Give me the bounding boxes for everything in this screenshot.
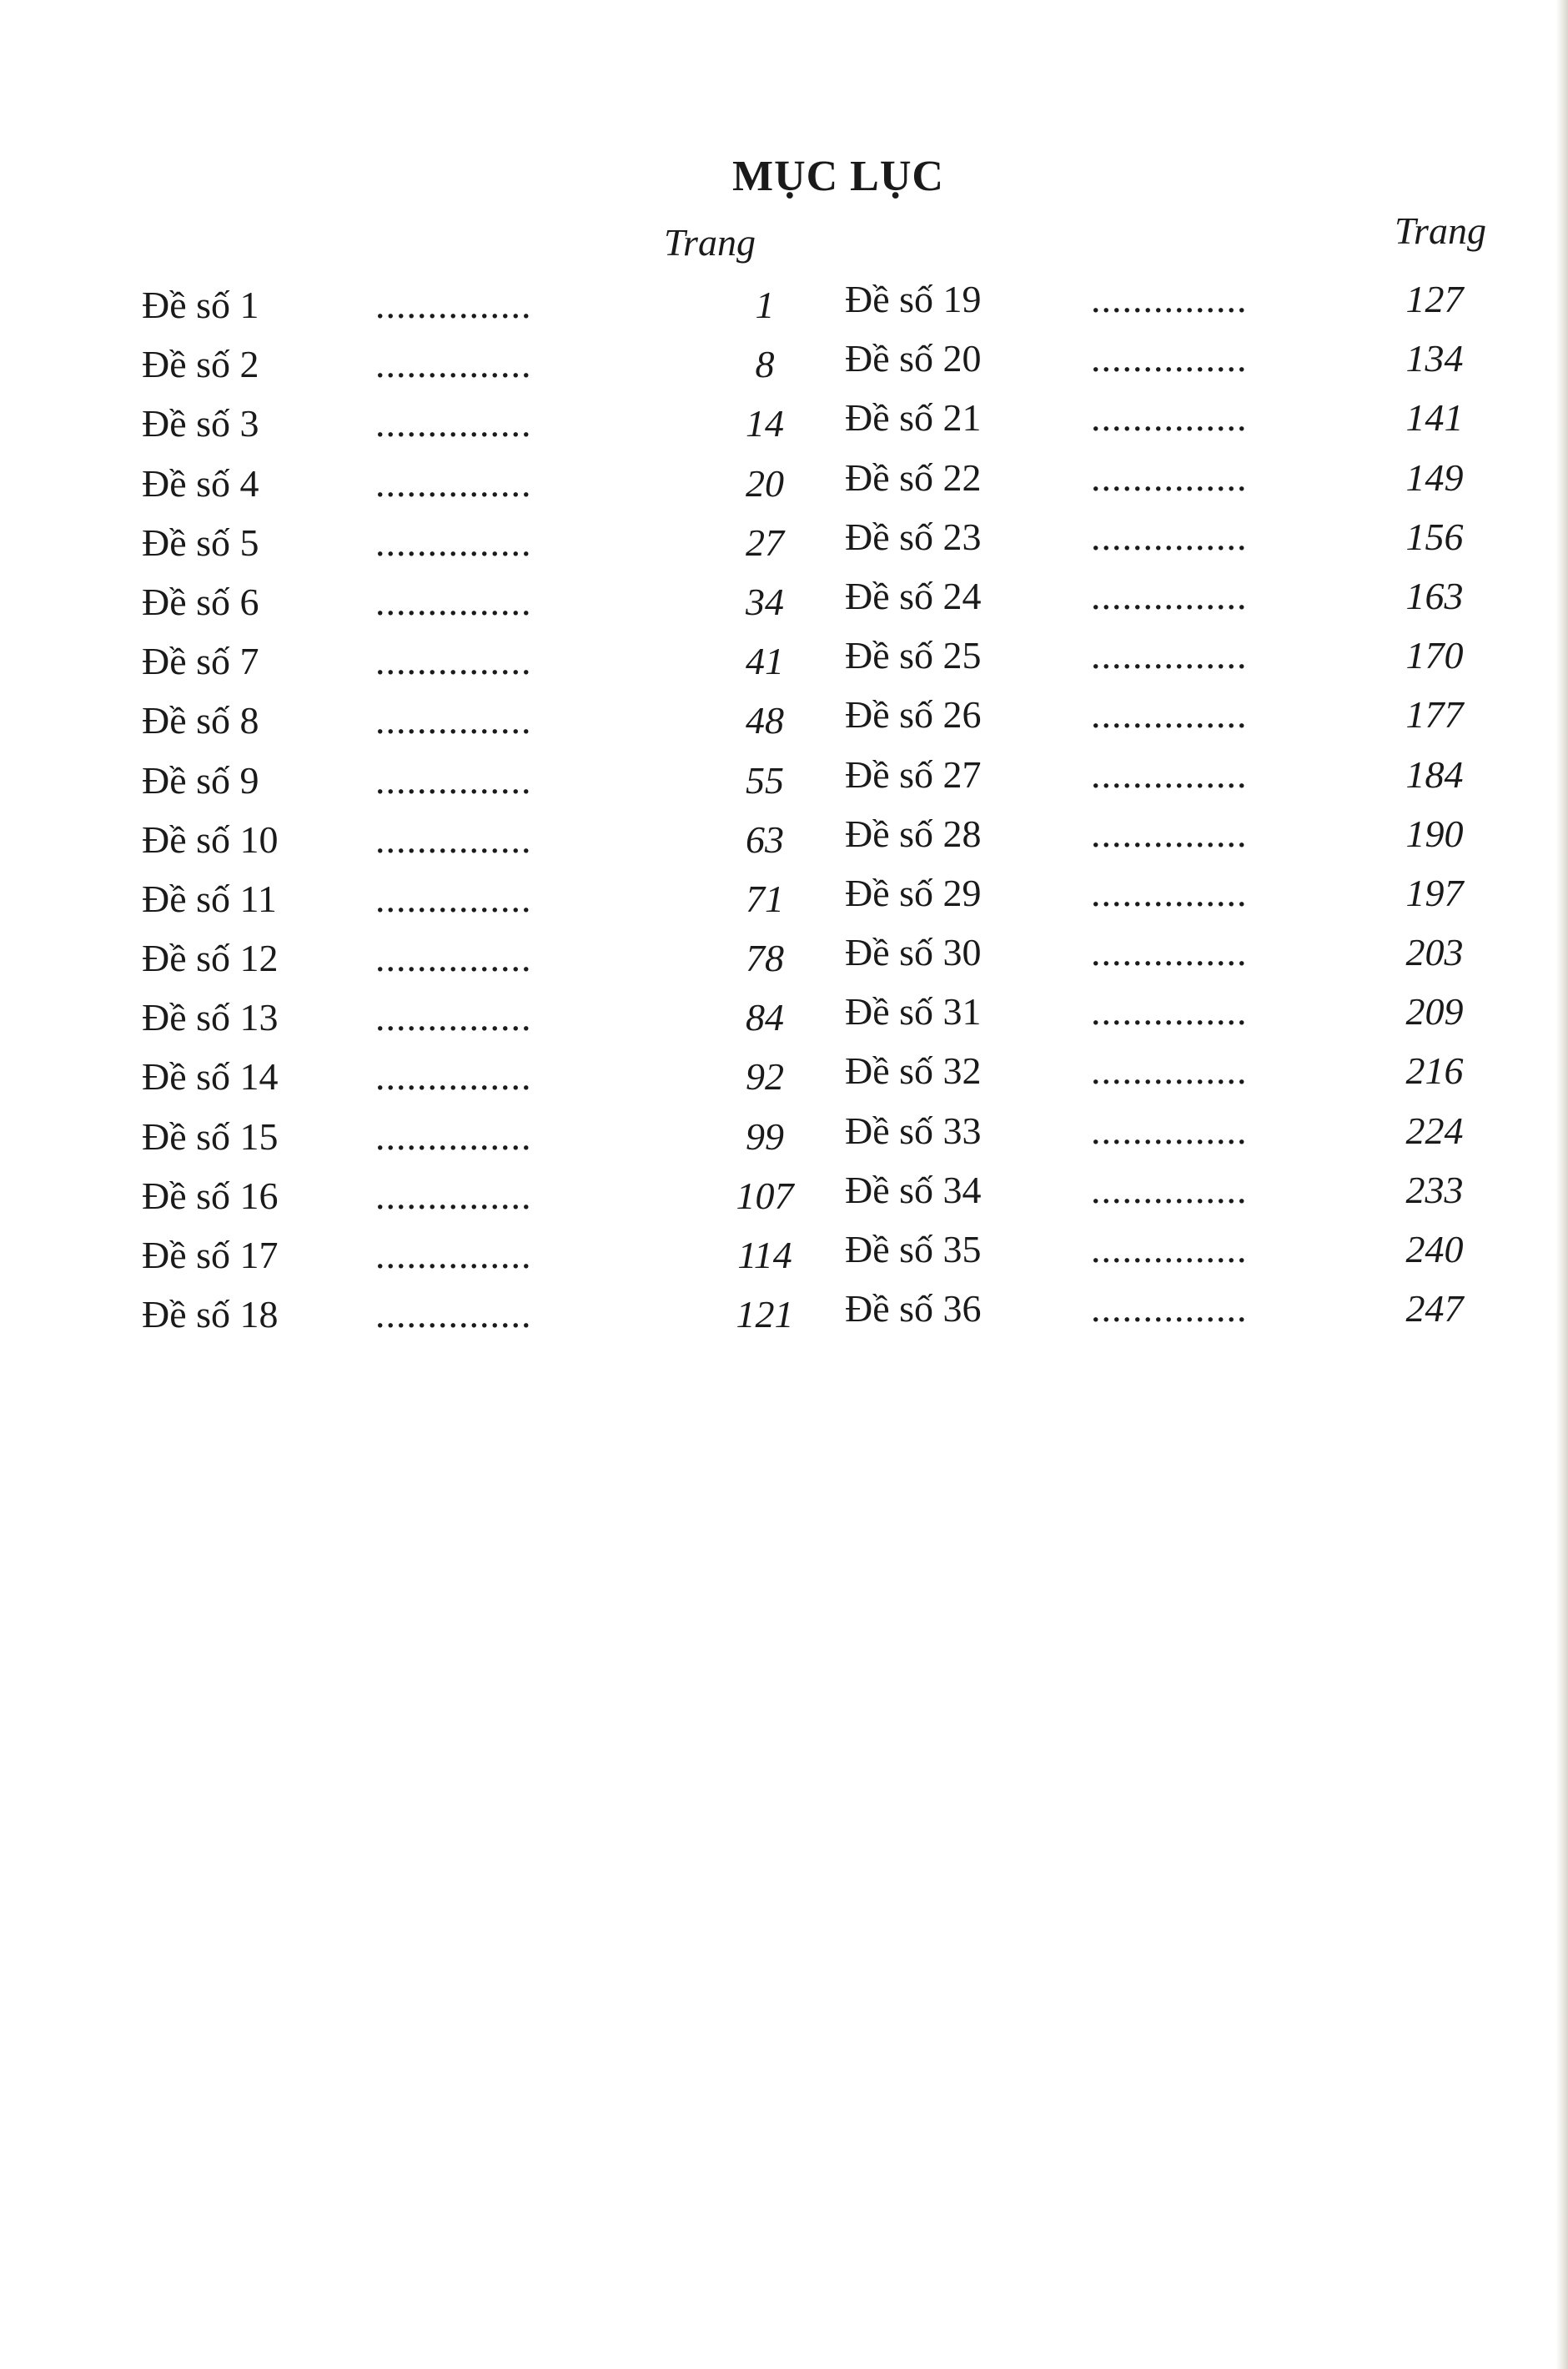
toc-label: Đề số 35 — [845, 1228, 982, 1270]
toc-page-number: 55 — [746, 758, 784, 802]
toc-label: Đề số 28 — [845, 812, 982, 855]
toc-label: Đề số 14 — [142, 1055, 279, 1099]
toc-label: Đề số 24 — [845, 574, 982, 617]
toc-page-number: 84 — [746, 996, 784, 1039]
toc-page-number: 141 — [1405, 396, 1464, 440]
toc-label: Đề số 23 — [845, 515, 982, 558]
toc-label: Đề số 30 — [845, 931, 982, 974]
toc-label: Đề số 3 — [142, 402, 259, 445]
toc-label: Đề số 31 — [845, 990, 982, 1034]
toc-label: Đề số 20 — [845, 337, 982, 380]
toc-label: Đề số 25 — [845, 634, 982, 677]
leader-dots: ............... — [1091, 752, 1248, 796]
toc-page-number: 41 — [746, 640, 784, 683]
leader-dots: ............... — [1091, 693, 1248, 737]
toc-label: Đề số 16 — [142, 1174, 279, 1217]
toc-page-number: 247 — [1405, 1287, 1464, 1330]
leader-dots: ............... — [375, 284, 532, 326]
toc-page-number: 71 — [746, 877, 784, 920]
toc-label: Đề số 13 — [142, 996, 279, 1039]
leader-dots: ............... — [375, 1055, 532, 1099]
toc-page-number: 170 — [1405, 634, 1464, 677]
leader-dots: ............... — [1091, 1168, 1248, 1211]
toc-page-number: 184 — [1405, 752, 1464, 796]
leader-dots: ............... — [375, 461, 532, 505]
toc-page-number: 20 — [746, 461, 784, 505]
toc-page-number: 216 — [1405, 1049, 1464, 1093]
toc-label: Đề số 8 — [142, 699, 259, 742]
toc-label: Đề số 21 — [845, 396, 982, 440]
toc-page-number: 27 — [746, 521, 784, 564]
toc-label: Đề số 19 — [845, 278, 982, 320]
leader-dots: ............... — [375, 521, 532, 564]
toc-page-number: 127 — [1405, 278, 1464, 320]
leader-dots: ............... — [1091, 515, 1248, 558]
toc-page-number: 34 — [746, 580, 784, 623]
page-edge-shadow — [1556, 0, 1568, 2369]
toc-label: Đề số 12 — [142, 937, 279, 980]
leader-dots: ............... — [375, 877, 532, 920]
leader-dots: ............... — [375, 699, 532, 742]
leader-dots: ............... — [1091, 455, 1248, 499]
leader-dots: ............... — [1091, 1228, 1248, 1270]
toc-label: Đề số 1 — [142, 284, 259, 326]
toc-page-number: 1 — [755, 284, 775, 326]
toc-page-number: 63 — [746, 817, 784, 861]
leader-dots: ............... — [1091, 574, 1248, 617]
toc-label: Đề số 6 — [142, 580, 259, 623]
leader-dots: ............... — [1091, 990, 1248, 1034]
leader-dots: ............... — [1091, 1287, 1248, 1330]
leader-dots: ............... — [1091, 396, 1248, 440]
toc-label: Đề số 7 — [142, 640, 259, 683]
leader-dots: ............... — [375, 1293, 532, 1336]
toc-page-number: 203 — [1405, 931, 1464, 974]
toc-label: Đề số 18 — [142, 1293, 279, 1336]
leader-dots: ............... — [1091, 634, 1248, 677]
toc-page-number: 99 — [746, 1114, 784, 1158]
leader-dots: ............... — [1091, 1109, 1248, 1152]
leader-dots: ............... — [375, 996, 532, 1039]
toc-page-number: 107 — [736, 1174, 794, 1217]
toc-label: Đề số 34 — [845, 1168, 982, 1211]
leader-dots: ............... — [1091, 1049, 1248, 1093]
toc-label: Đề số 5 — [142, 521, 259, 564]
toc-label: Đề số 36 — [845, 1287, 982, 1330]
page-column-header-left: Trang — [664, 221, 756, 264]
toc-page-number: 156 — [1405, 515, 1464, 558]
toc-page-number: 121 — [736, 1293, 794, 1336]
page-column-header-right: Trang — [1395, 209, 1486, 252]
toc-label: Đề số 4 — [142, 461, 259, 505]
leader-dots: ............... — [375, 937, 532, 980]
leader-dots: ............... — [375, 1174, 532, 1217]
leader-dots: ............... — [375, 343, 532, 386]
toc-label: Đề số 27 — [845, 752, 982, 796]
toc-page-number: 8 — [755, 343, 775, 386]
toc-page-number: 197 — [1405, 871, 1464, 914]
leader-dots: ............... — [1091, 337, 1248, 380]
toc-page-number: 78 — [746, 937, 784, 980]
leader-dots: ............... — [375, 817, 532, 861]
leader-dots: ............... — [375, 580, 532, 623]
toc-page-number: 92 — [746, 1055, 784, 1099]
toc-page-number: 224 — [1405, 1109, 1464, 1152]
toc-label: Đề số 2 — [142, 343, 259, 386]
toc-page-number: 233 — [1405, 1168, 1464, 1211]
toc-label: Đề số 11 — [142, 877, 277, 920]
leader-dots: ............... — [375, 1234, 532, 1276]
leader-dots: ............... — [375, 1114, 532, 1158]
toc-page-number: 209 — [1405, 990, 1464, 1034]
toc-page-number: 163 — [1405, 574, 1464, 617]
toc-page-number: 177 — [1405, 693, 1464, 737]
toc-label: Đề số 9 — [142, 758, 259, 802]
leader-dots: ............... — [375, 402, 532, 445]
toc-label: Đề số 15 — [142, 1114, 279, 1158]
toc-label: Đề số 10 — [142, 817, 279, 861]
toc-label: Đề số 32 — [845, 1049, 982, 1093]
toc-page-number: 149 — [1405, 455, 1464, 499]
toc-page-number: 240 — [1405, 1228, 1464, 1270]
toc-page-number: 114 — [737, 1234, 792, 1276]
toc-label: Đề số 33 — [845, 1109, 982, 1152]
leader-dots: ............... — [375, 640, 532, 683]
toc-label: Đề số 29 — [845, 871, 982, 914]
toc-label: Đề số 26 — [845, 693, 982, 737]
page-title: MỤC LỤC — [732, 153, 944, 200]
leader-dots: ............... — [1091, 871, 1248, 914]
toc-page-number: 190 — [1405, 812, 1464, 855]
leader-dots: ............... — [1091, 278, 1248, 320]
toc-label: Đề số 17 — [142, 1234, 279, 1276]
leader-dots: ............... — [375, 758, 532, 802]
leader-dots: ............... — [1091, 812, 1248, 855]
toc-label: Đề số 22 — [845, 455, 982, 499]
toc-page-number: 134 — [1405, 337, 1464, 380]
toc-page-number: 14 — [746, 402, 784, 445]
leader-dots: ............... — [1091, 931, 1248, 974]
toc-page-number: 48 — [746, 699, 784, 742]
